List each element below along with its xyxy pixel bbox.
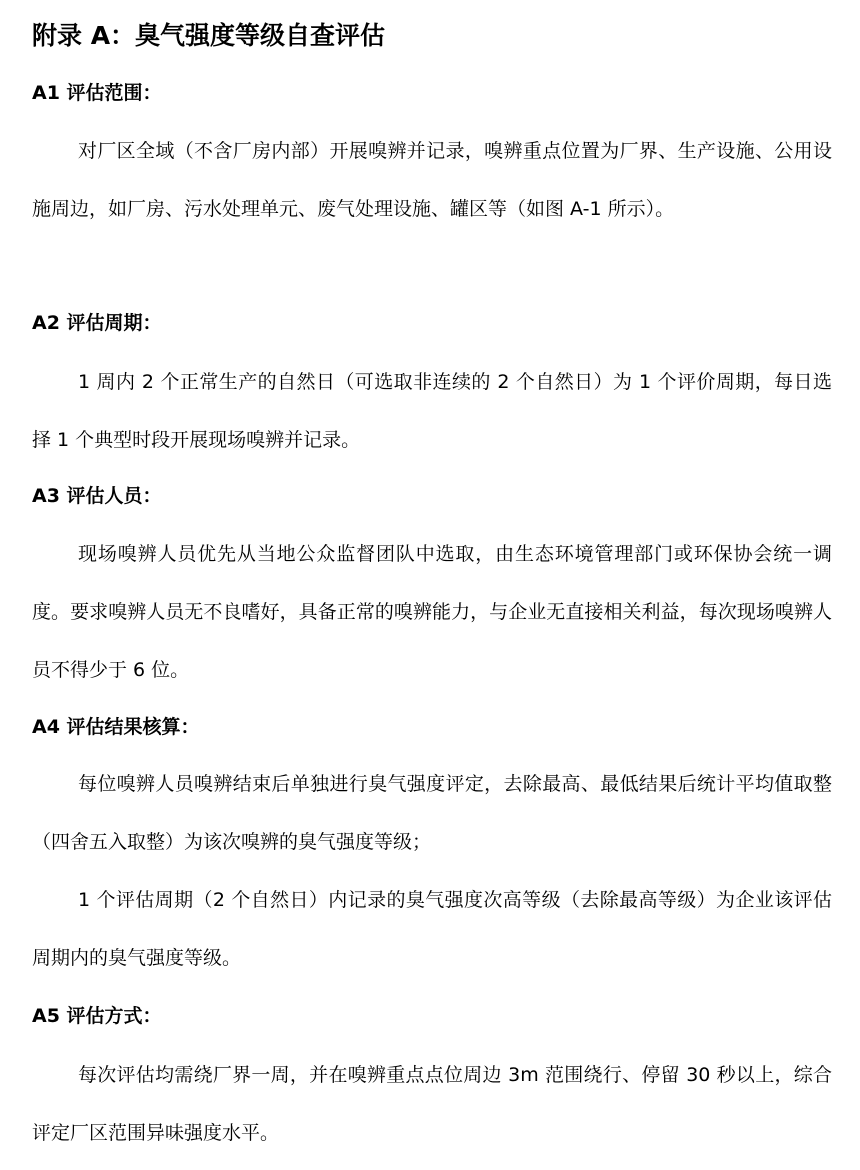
section-heading-a4: A4 评估结果核算： [32, 716, 200, 738]
section-a5-paragraph: 每次评估均需绕厂界一周，并在嗅辨重点点位周边 3m 范围绕行、停留 30 秒以上，综合评定厂区范围异味强度水平。 [32, 1064, 832, 1144]
section-a4-paragraph-2: 1 个评估周期（2 个自然日）内记录的臭气强度次高等级（去除最高等级）为企业该评估周期内的臭气强度等级。 [32, 889, 832, 969]
section-a2-paragraph: 1 周内 2 个正常生产的自然日（可选取非连续的 2 个自然日）为 1 个评价周期，每日选择 1 个典型时段开展现场嗅辨并记录。 [32, 371, 832, 451]
section-a4-paragraph-1: 每位嗅辨人员嗅辨结束后单独进行臭气强度评定，去除最高、最低结果后统计平均值取整（四舍五入取整）为该次嗅辨的臭气强度等级； [32, 773, 832, 853]
section-a1-paragraph: 对厂区全域（不含厂房内部）开展嗅辨并记录，嗅辨重点位置为厂界、生产设施、公用设施周边，如厂房、污水处理单元、废气处理设施、罐区等（如图 A-1 所示）。 [32, 140, 832, 220]
section-heading-a3: A3 评估人员： [32, 485, 162, 507]
section-heading-a1: A1 评估范围： [32, 82, 162, 104]
section-a3-paragraph: 现场嗅辨人员优先从当地公众监督团队中选取，由生态环境管理部门或环保协会统一调度。要求嗅辨人员无不良嗜好，具备正常的嗅辨能力，与企业无直接相关利益，每次现场嗅辨人员不得少于 6 位。 [32, 543, 832, 681]
section-heading-a2: A2 评估周期： [32, 312, 162, 334]
section-heading-a5: A5 评估方式： [32, 1005, 162, 1027]
page-title: 附录 A：臭气强度等级自查评估 [32, 21, 386, 50]
